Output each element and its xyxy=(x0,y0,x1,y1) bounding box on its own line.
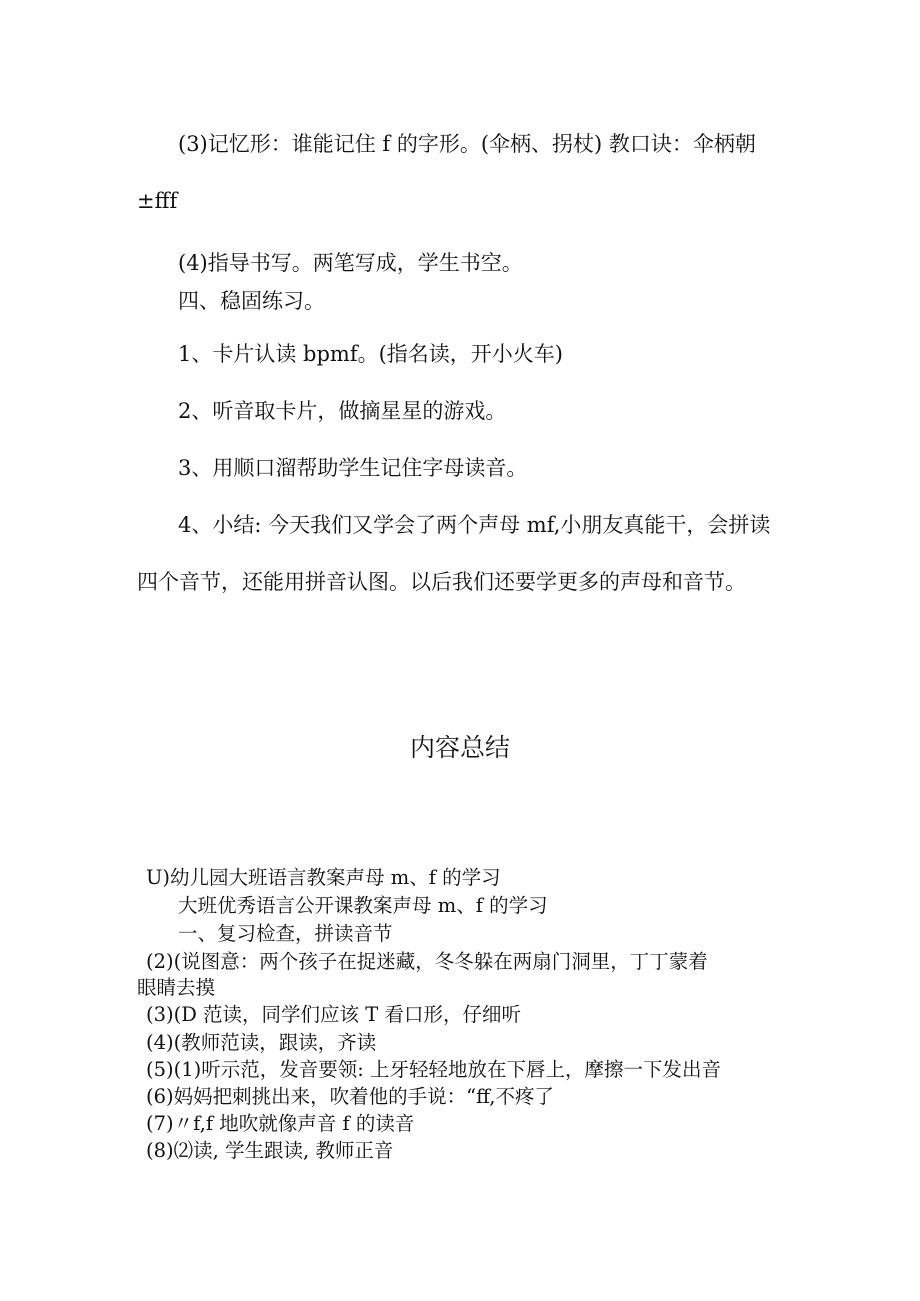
summary-line: (7)〃f,f 地吹就像声音 f 的读音 xyxy=(146,1112,415,1135)
paragraph-memorize-shape-cont: ±fff xyxy=(137,189,178,213)
summary-line: (3)(D 范读，同学们应该 T 看口形，仔细听 xyxy=(146,1003,521,1026)
practice-item-3: 3、用顺口溜帮助学生记住字母读音。 xyxy=(178,456,528,480)
practice-item-4: 4、小结: 今天我们又学会了两个声母 mf,小朋友真能干，会拼读 xyxy=(178,513,771,537)
section-heading-practice: 四、稳固练习。 xyxy=(178,289,325,313)
summary-line: (2)(说图意：两个孩子在捉迷藏，冬冬躲在两扇门洞里，丁丁蒙着 xyxy=(146,950,708,973)
summary-title: 内容总结 xyxy=(409,733,510,762)
paragraph-memorize-shape: (3)记忆形：谁能记住 f 的字形。(伞柄、拐杖) 教口诀：伞柄朝 xyxy=(178,132,756,156)
practice-item-1: 1、卡片认读 bpmf。(指名读，开小火车) xyxy=(178,342,563,366)
practice-item-2: 2、听音取卡片，做摘星星的游戏。 xyxy=(178,399,507,423)
summary-line: (4)(教师范读，跟读，齐读 xyxy=(146,1031,377,1054)
summary-line: 一、复习检查，拼读音节 xyxy=(178,922,393,945)
summary-line: U)幼儿园大班语言教案声母 m、f 的学习 xyxy=(146,866,501,889)
summary-line: (6)妈妈把刺挑出来，吹着他的手说：“ff,不疼了 xyxy=(146,1085,554,1108)
practice-item-4-cont: 四个音节，还能用拼音认图。以后我们还要学更多的声母和音节。 xyxy=(137,570,746,594)
summary-line: (5)(1)听示范，发音要领: 上牙轻轻地放在下唇上，摩擦一下发出音 xyxy=(146,1058,722,1081)
summary-line: (8)⑵读, 学生跟读, 教师正音 xyxy=(146,1139,394,1162)
summary-line: 眼睛去摸 xyxy=(137,976,216,999)
paragraph-writing-guide: (4)指导书写。两笔写成，学生书空。 xyxy=(178,251,523,275)
summary-line: 大班优秀语言公开课教案声母 m、f 的学习 xyxy=(178,894,548,917)
